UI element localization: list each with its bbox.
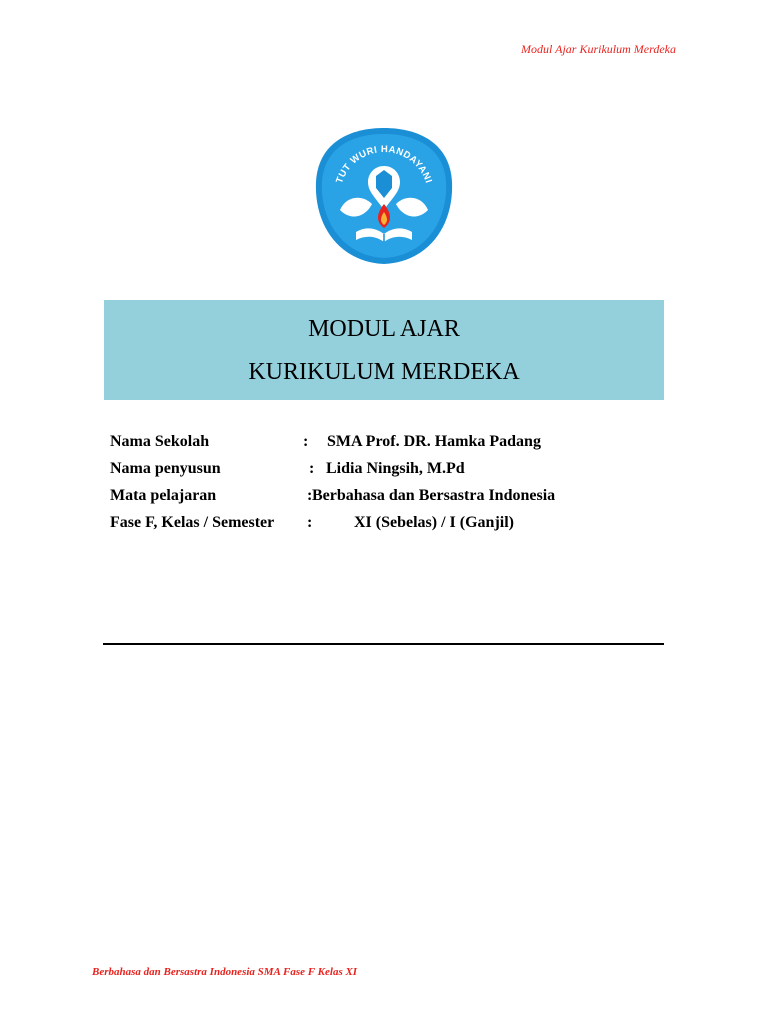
info-row-phase [110, 513, 670, 540]
info-row-school [110, 432, 670, 459]
info-value: Berbahasa dan Bersastra Indonesia [312, 487, 556, 504]
info-row-author [110, 459, 670, 486]
identity-info [110, 432, 670, 540]
info-value: XI (Sebelas) / I (Ganjil) [354, 514, 514, 531]
info-separator: : [309, 460, 315, 477]
footer-note: Berbahasa dan Bersastra Indonesia SMA Fase F Kelas XI [92, 966, 358, 978]
info-row-subject [110, 486, 670, 513]
title-line-1: MODUL AJAR [308, 316, 460, 342]
info-label: Mata pelajaran [110, 487, 217, 504]
info-separator: : [307, 514, 313, 531]
tut-wuri-handayani-logo [310, 122, 458, 270]
info-separator: : [303, 433, 309, 450]
info-separator: : [307, 487, 313, 504]
info-value: SMA Prof. DR. Hamka Padang [327, 433, 541, 450]
svg-text:TUT WURI HANDAYANI: TUT WURI HANDAYANI [334, 143, 434, 185]
logo-emblem-icon [310, 122, 458, 270]
title-banner [104, 300, 664, 400]
info-value: Lidia Ningsih, M.Pd [326, 460, 465, 477]
header-note: Modul Ajar Kurikulum Merdeka [521, 42, 676, 56]
horizontal-rule [103, 643, 664, 645]
info-label: Fase F, Kelas / Semester [110, 514, 275, 531]
info-label: Nama penyusun [110, 460, 221, 477]
title-line-2: KURIKULUM MERDEKA [248, 359, 520, 385]
info-label: Nama Sekolah [110, 433, 210, 450]
